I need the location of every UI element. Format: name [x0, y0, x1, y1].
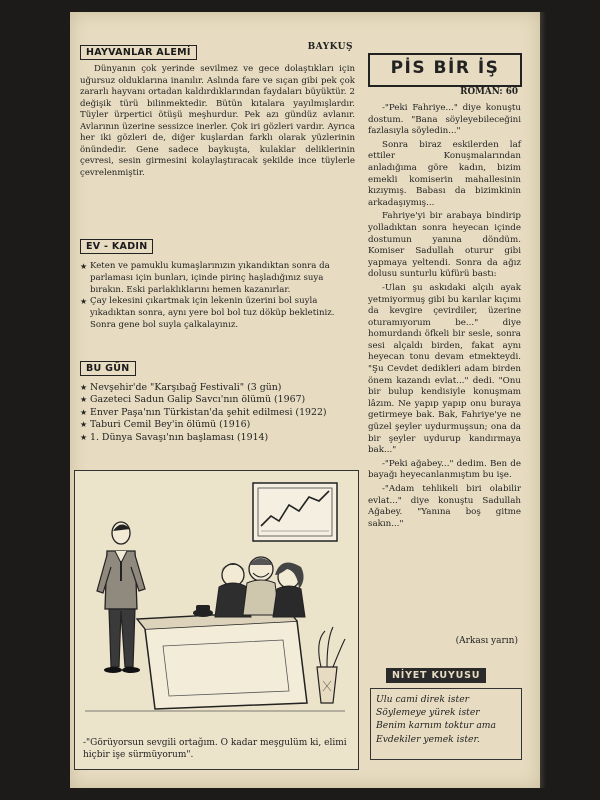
poem-line: Söylemeye yürek ister — [376, 707, 480, 719]
page-edge-shadow — [540, 12, 546, 788]
bu-gun-section — [80, 356, 355, 444]
list-item: ★ Çay lekesini çıkartmak için lekenin üzerini bol suyla yıkadıktan sonra, aynı yere bol bol tuz döküp bekletiniz. Sonra gene bol suyla çalkalayınız. — [80, 296, 335, 330]
cartoon-illustration — [75, 471, 356, 721]
story-paragraph: Sonra biraz eskilerden laf ettiler Konuşmalarından anladığıma göre kadın, bizim emekli komiserin mahallesinin kızıymış. Babası da bizimkinin arkadaşıymış... — [368, 139, 521, 208]
story-paragraph: -"Peki Fahriye..." diye konuştu dostum. "Bana söyleyebileceğini fazlasıyla söyledin..." — [368, 103, 521, 137]
cartoon-panel — [74, 470, 359, 770]
story-title-box — [368, 53, 522, 87]
list-item: ★ Taburi Cemil Bey'in ölümü (1916) — [80, 419, 251, 431]
star-icon: ★ — [80, 297, 88, 307]
story-title: PİS BİR İŞ — [390, 58, 500, 78]
hayvanlar-alemi-heading: HAYVANLAR ALEMİ — [80, 45, 197, 60]
list-item: ★ 1. Dünya Savaşı'nın başlaması (1914) — [80, 431, 269, 443]
list-item: ★ Enver Paşa'nın Türkistan'da şehit edilmesi (1922) — [80, 406, 327, 418]
poem-line: Evdekiler yemek ister. — [376, 733, 480, 745]
star-icon: ★ — [80, 395, 88, 405]
story-paragraph: -"Peki ağabey..." dedim. Ben de bayağı heyecanlanmıştım bu işe. — [368, 458, 521, 481]
poem-line: Benim karnım toktur ama — [376, 720, 496, 732]
story-text — [368, 103, 521, 532]
story-paragraph: Fahriye'yi bir arabaya bindirip yolladıktan sonra heyecan içinde dostumun yanına döndüm. Komiser Sadullah oturur gibi yapmaya yeltendi. Sonra da ağız dolusu sunturlu küfürü bastı: — [368, 211, 521, 280]
list-item: ★ Gazeteci Sadun Galip Savcı'nın ölümü (1967) — [80, 394, 306, 406]
ev-kadin-heading: EV - KADIN — [80, 239, 153, 254]
ev-kadin-list — [80, 261, 355, 332]
continued-note: (Arkası yarın) — [455, 636, 518, 646]
star-icon: ★ — [80, 420, 88, 430]
niyet-kuyusu-poem — [370, 688, 522, 760]
story-paragraph: -"Adam tehlikeli biri olabilir evlat..." diye konuştu Sadullah Ağabey. "Yanına boş gitme sakın..." — [368, 484, 521, 529]
poem-line: Ulu cami direk ister — [376, 694, 470, 705]
list-item: ★ Nevşehir'de "Karşıbağ Festivali" (3 gün) — [80, 382, 282, 393]
niyet-kuyusu-heading: NİYET KUYUSU — [386, 668, 486, 683]
list-item: ★ Keten ve pamuklu kumaşlarınızın yıkandıktan sonra da parlaması için bunları, içinde pirinç haşladığınız suya bırakın. Eski parlaklıklarını hemen kazanırlar. — [80, 261, 330, 295]
star-icon: ★ — [80, 432, 88, 442]
star-icon: ★ — [80, 262, 88, 271]
bu-gun-heading: BU GÜN — [80, 361, 136, 376]
niyet-kuyusu-header — [372, 668, 524, 696]
story-paragraph: -Ulan şu askıdaki alçılı ayak yetmiyormuş gibi bu karılar kıçımı da kevgire çevirdiler, üzerine oturamıyorum be..." diye homurdandı öfkeli bir sesle, sonra sesi alçaldı birden, fakat aynı heyecan tonu devam etmekteydi. "Şu Cevdet dedikleri adam birden önem kazandı evlat..." dedi. "Onu bir bulup kendisiyle konuşmam lâzım. Ne yapıp yapıp onu buraya getirmeye bak. Bak, Fahriye'ye ne güzel şeyler uydurmuşsun; ona da bir şeyler uydurup kandırmaya bak..." — [368, 282, 521, 456]
hayvanlar-alemi-section — [80, 40, 355, 179]
ev-kadin-section — [80, 234, 355, 332]
roman-number: ROMAN: 60 — [460, 87, 518, 97]
cartoon-caption: -"Görüyorsun sevgili ortağım. O kadar meşgulüm ki, elimi hiçbir işe sürmüyorum". — [83, 738, 347, 760]
article-byline: BAYKUŞ — [307, 42, 353, 52]
bu-gun-list — [80, 382, 355, 444]
hayvanlar-alemi-text: Dünyanın çok yerinde sevilmez ve gece dolaştıkları için uğursuz olduklarına inanılır. Aslında fare ve sıçan gibi pek çok zararlı hayvanı ortadan kaldırdıklarından faydaları büyüktür. 2 değişik türü bilinmektedir. Bütün kıtalara yayılmışlardır. Tüyler ürpertici ötüşü meşhurdur. Pek azı gündüz avlanır. Avlarının üzerine sessizce inerler. Çok iri gözleri vardır. Ayrıca her iki gözleri de, diğer kuşlardan farklı olarak yüzlerinin önündedir. Gene sadece baykuşta, kulaklar deliklerinin çevresi, sesin girmesini kolaylaştıracak şekilde ince tüylerle çevrelenmiştir. — [80, 64, 355, 178]
star-icon: ★ — [80, 407, 88, 417]
star-icon: ★ — [80, 383, 88, 392]
